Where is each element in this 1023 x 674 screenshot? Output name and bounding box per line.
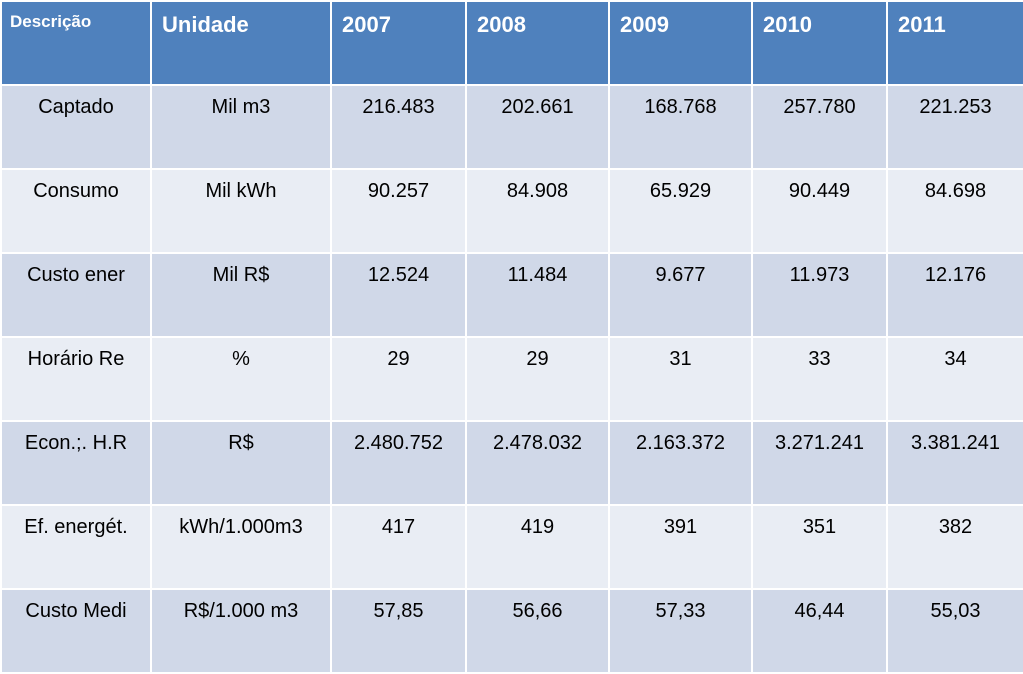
header-2008: 2008 [466, 1, 609, 85]
table-row [1, 169, 1023, 253]
table-row [1, 421, 1023, 505]
header-2009: 2009 [609, 1, 752, 85]
table-row [1, 253, 1023, 337]
cell-unidade: R$ [151, 421, 331, 505]
cell-2008: 11.484 [466, 253, 609, 337]
cell-2008: 29 [466, 337, 609, 421]
table-header [1, 1, 1023, 85]
cell-2009: 168.768 [609, 85, 752, 169]
cell-descricao: Captado [1, 85, 151, 169]
table-row [1, 505, 1023, 589]
cell-2008: 202.661 [466, 85, 609, 169]
cell-descricao: Custo Medi [1, 589, 151, 673]
cell-2007: 2.480.752 [331, 421, 466, 505]
cell-2010: 46,44 [752, 589, 887, 673]
cell-2011: 34 [887, 337, 1023, 421]
cell-descricao: Ef. energét. [1, 505, 151, 589]
header-row [1, 1, 1023, 85]
cell-2010: 3.271.241 [752, 421, 887, 505]
cell-descricao: Consumo [1, 169, 151, 253]
cell-2009: 2.163.372 [609, 421, 752, 505]
cell-descricao: Econ.;. H.R [1, 421, 151, 505]
cell-2008: 56,66 [466, 589, 609, 673]
cell-2007: 12.524 [331, 253, 466, 337]
cell-2011: 221.253 [887, 85, 1023, 169]
cell-2010: 33 [752, 337, 887, 421]
cell-2010: 90.449 [752, 169, 887, 253]
cell-2008: 84.908 [466, 169, 609, 253]
cell-unidade: R$/1.000 m3 [151, 589, 331, 673]
cell-2007: 216.483 [331, 85, 466, 169]
cell-2010: 351 [752, 505, 887, 589]
header-2011: 2011 [887, 1, 1023, 85]
cell-2011: 12.176 [887, 253, 1023, 337]
cell-2011: 84.698 [887, 169, 1023, 253]
cell-unidade: Mil kWh [151, 169, 331, 253]
cell-2010: 257.780 [752, 85, 887, 169]
cell-2011: 55,03 [887, 589, 1023, 673]
cell-unidade: Mil m3 [151, 85, 331, 169]
table-body [1, 85, 1023, 673]
cell-2011: 3.381.241 [887, 421, 1023, 505]
cell-2008: 419 [466, 505, 609, 589]
cell-descricao: Custo ener [1, 253, 151, 337]
cell-descricao: Horário Re [1, 337, 151, 421]
header-2007: 2007 [331, 1, 466, 85]
cell-2009: 57,33 [609, 589, 752, 673]
cell-2009: 391 [609, 505, 752, 589]
table-row [1, 589, 1023, 673]
header-descricao: Descrição [1, 1, 151, 85]
cell-2007: 29 [331, 337, 466, 421]
cell-2010: 11.973 [752, 253, 887, 337]
cell-2011: 382 [887, 505, 1023, 589]
cell-unidade: Mil R$ [151, 253, 331, 337]
header-2010: 2010 [752, 1, 887, 85]
cell-2007: 57,85 [331, 589, 466, 673]
cell-2009: 65.929 [609, 169, 752, 253]
cell-2009: 9.677 [609, 253, 752, 337]
header-unidade: Unidade [151, 1, 331, 85]
table-row [1, 85, 1023, 169]
cell-2009: 31 [609, 337, 752, 421]
table-row [1, 337, 1023, 421]
cell-unidade: kWh/1.000m3 [151, 505, 331, 589]
cell-2007: 90.257 [331, 169, 466, 253]
cell-2007: 417 [331, 505, 466, 589]
cell-unidade: % [151, 337, 331, 421]
cell-2008: 2.478.032 [466, 421, 609, 505]
